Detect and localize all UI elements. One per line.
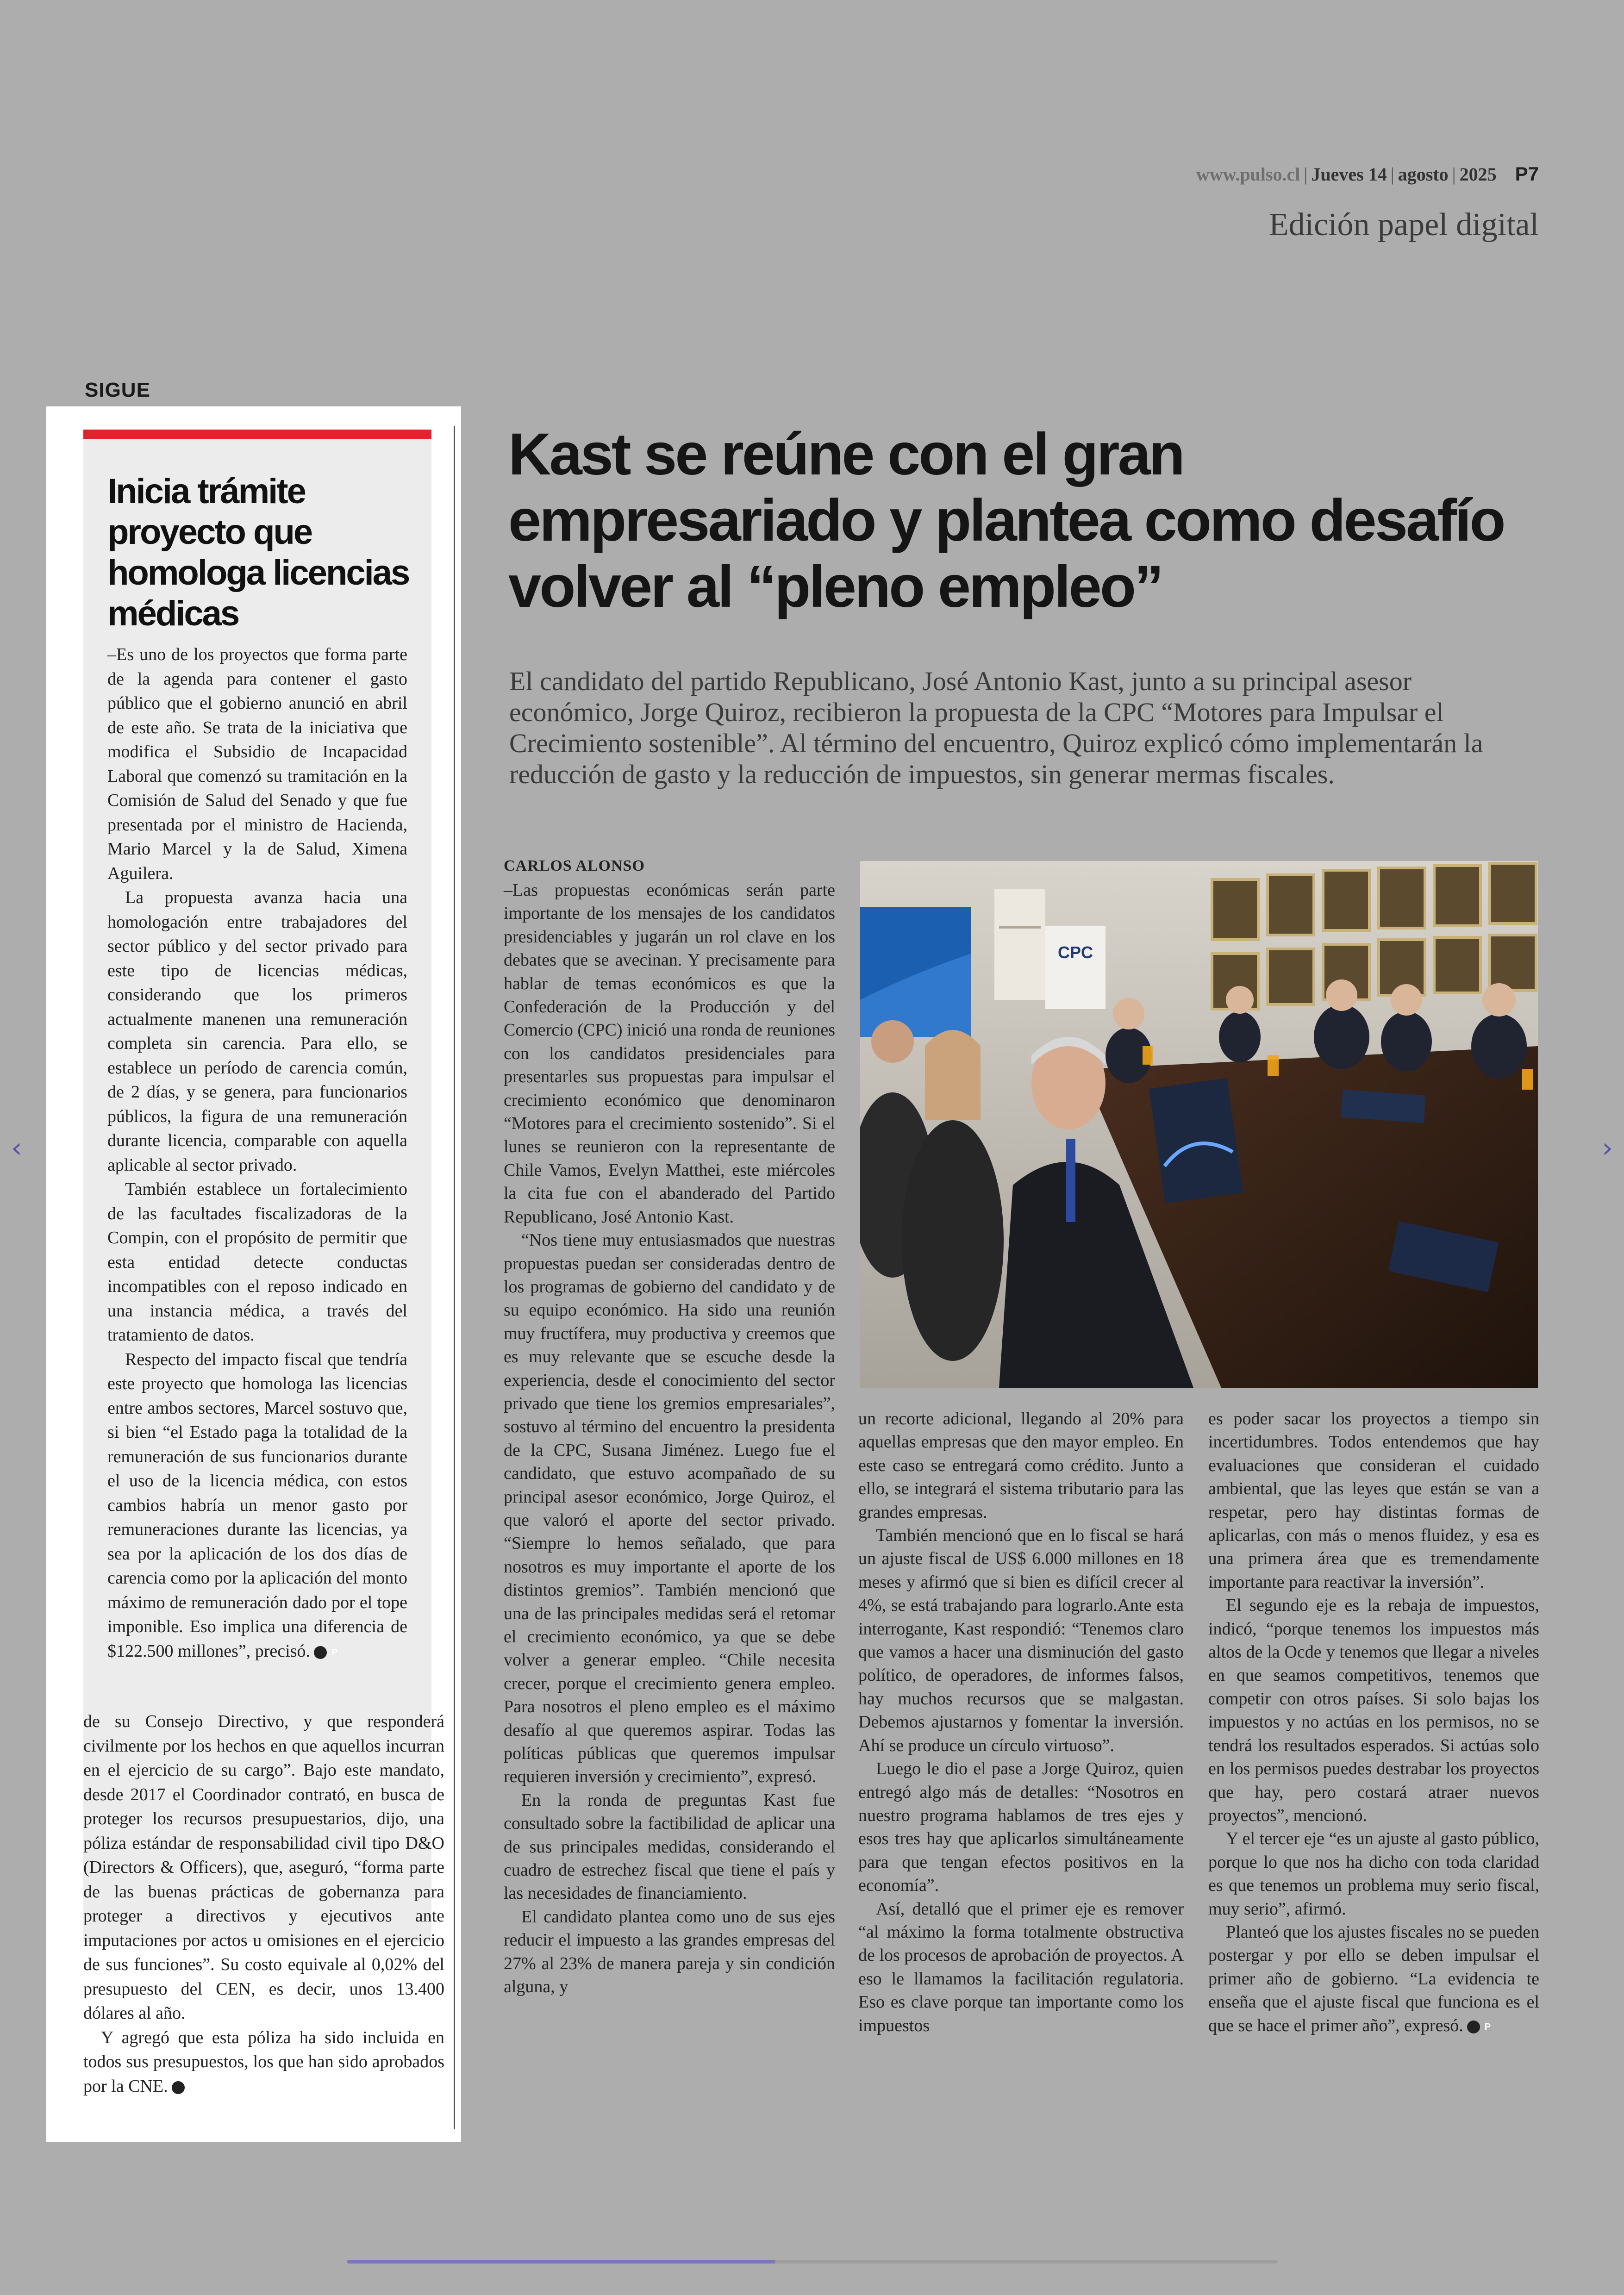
article-photo: [860, 861, 1538, 1388]
chevron-left-icon: ‹: [11, 1132, 22, 1164]
article-paragraph: un recorte adicional, llegando al 20% para aquellas empresas que den mayor empleo. En este caso se entregará como crédito. Junto a ello, se integrará el sistema tributario para las grandes empresas.: [858, 1409, 1184, 1522]
end-mark-icon: P: [314, 1646, 327, 1659]
article-byline: CARLOS ALONSO: [504, 857, 645, 874]
article-paragraph: También mencionó que en lo fiscal se hará un ajuste fiscal de US$ 6.000 millones en 18 meses y afirmó que si bien es difícil crecer al 4%, se está trabajando para lograrlo.Ante esta interrogante, Kast respondió: “Tenemos claro que vamos a hacer una disminución del gasto político, de operadores, de informes falsos, hay muchos recursos que se malgastan. Debemos ajustarnos y fomentar la inversión. Ahí se produce un círculo virtuoso”.: [858, 1526, 1184, 1755]
article-headline: Kast se reúne con el gran empresariado y plantea como desafío volver al “pleno empleo”: [508, 421, 1504, 620]
article-paragraph: El candidato plantea como uno de sus ejes reducir el impuesto a las grandes empresas del 27% al 23% de manera pareja y sin condición alguna, y: [504, 1907, 835, 1997]
article-lede: El candidato del partido Republicano, José Antonio Kast, junto a su principal asesor económico, Jorge Quiroz, recibieron la propuesta de la CPC “Motores para Impulsar el Crecimiento sostenible”. Al término del encuentro, Quiroz explicó cómo implementarán la reducción de gasto y la reducción de impuestos, sin generar mermas fiscales.: [509, 666, 1483, 789]
article-paragraph: –Las propuestas económicas serán parte importante de los mensajes de los candidatos presidenciables y jugarán un rol clave en los debates que se avecinan. Y precisamente para hablar de temas económicos es que la Confederación de la Producción y del Comercio (CPC) inició una ronda de reuniones con los candidatos presidenciales para presentarles sus propuestas para impulsar el crecimiento económico que denominaron “Motores para el crecimiento sostenido”. Si el lunes se reunieron con la representante de Chile Vamos, Evelyn Matthei, este miércoles la cita fue con el abanderado del Partido Republicano, José Antonio Kast.: [504, 880, 835, 1227]
article-paragraph: es poder sacar los proyectos a tiempo sin incertidumbres. Todos entendemos que hay evaluaciones que consideran el cuidado ambiental, que las leyes que están se van a respetar, pero hay distintas formas de aplicarlas, con más o menos fluidez, y esa es una primera área que es tremendamente importante para reactivar la inversión”.: [1208, 1409, 1539, 1592]
article-paragraph: El segundo eje es la rebaja de impuestos, indicó, “porque tenemos los impuestos más altos de la Ocde y tenemos que llegar a niveles en que seamos competitivos, tenemos que competir con otros países. Si solo bajas los impuestos y no actúas en los permisos, no se tendrá los resultados esperados. Si actúas solo en los permisos puedes destrabar los proyectos que hay, pero costará atraer nuevos proyectos”, mencionó.: [1208, 1596, 1539, 1825]
sidebar-paragraph: También establece un fortalecimiento de las facultades fiscalizadoras de la Compin, con el propósito de permitir que esta entidad detecte conductas incompatibles con el reposo indicado en una instancia médica, a través del tratamiento de datos.: [107, 1179, 407, 1345]
continued-paragraph-text: Y agregó que esta póliza ha sido incluida en todos sus presupuestos, los que han sido aprobados por la CNE.: [83, 2027, 444, 2096]
header-month: agosto: [1398, 164, 1449, 185]
page-number: P7: [1515, 163, 1539, 185]
meeting-photo-illustration: [860, 861, 1538, 1388]
page-progress-fill: [347, 2260, 775, 2264]
sidebar-box: [46, 406, 461, 2142]
continued-paragraph: [83, 2026, 444, 2099]
page-header: www.pulso.cl | Jueves 14 | agosto | 2025 P7: [1196, 163, 1539, 185]
sidebar-paragraph: [107, 1347, 407, 1664]
edition-label: Edición papel digital: [1268, 207, 1539, 243]
section-label: SIGUE: [85, 379, 150, 401]
end-mark-icon: P: [172, 2081, 185, 2094]
continued-paragraph: de su Consejo Directivo, y que responderá civilmente por los hechos en que aquellos incurran en el ejercicio de su cargo”. Bajo este mandato, desde 2017 el Coordinador contrató, en busca de proteger los recursos presupuestarios, dijo, una póliza estándar de responsabilidad civil tipo D&O (Directors & Officers), que, aseguró, “forma parte de las buenas prácticas de gobernanza para proteger a directivos y ejecutivos ante imputaciones por actos u omisiones en el ejercicio de sus funciones”. Su costo equivale al 0,02% del presupuesto del CEN, es decir, unos 13.400 dólares al año.: [83, 1712, 444, 2023]
sidebar-paragraph-text: Respecto del impacto fiscal que tendría este proyecto que homologa las licencias entre ambos sectores, Marcel sostuvo que, si bien “el Estado paga la totalidad de la remuneración de sus funcionarios durante el uso de la licencia médica, con estos cambios habría un menor gasto por remuneraciones durante las licencias, ya sea por la aplicación de los dos días de carencia como por la aplicación del monto máximo de remuneración dado por el tope imponible. Eso implica una diferencia de $122.500 millones”, precisó.: [107, 1349, 407, 1661]
article-paragraph: En la ronda de preguntas Kast fue consultado sobre la factibilidad de aplicar una de sus principales medidas, considerando el cuadro de estrechez fiscal que tiene el país y las necesidades de financiamiento.: [504, 1790, 835, 1903]
article-paragraph: “Nos tiene muy entusiasmados que nuestras propuestas puedan ser consideradas dentro de los programas de gobierno del candidato y de su equipo económico. Ha sido una reunión muy fructífera, muy productiva y creemos que es muy relevante que se escuche desde la experiencia, desde el conocimiento del sector privado que tiene los gremios empresariales”, sostuvo al término del encuentro la presidenta de la CPC, Susana Jiménez. Luego fue el candidato, que estuvo acompañado de su principal asesor económico, Jorge Quiroz, el que valoró el aporte del sector privado. “Siempre lo hemos señalado, que para nosotros es muy importante el aporte de los distintos gremios”. También mencionó que una de las principales medidas será el retomar el crecimiento económico, ya que se debe volver a generar empleo. “Chile necesita crecer, porque el crecimiento genera empleo. Para nosotros el pleno empleo es el máximo desafío al que queremos aspirar. Todas las políticas públicas que queremos impulsar requieren inversión y crecimiento”, expresó.: [504, 1230, 835, 1787]
next-page-button[interactable]: [1593, 1129, 1621, 1166]
article-paragraph: Y el tercer eje “es un ajuste al gasto público, porque lo que nos ha dicho con toda claridad es que tenemos un problema muy serio fiscal, muy serio”, afirmó.: [1208, 1829, 1539, 1919]
article-paragraph-text: Planteó que los ajustes fiscales no se pueden postergar y por ello se deben impulsar el primer año de gobierno. “La evidencia te enseña que el ajuste fiscal que funciona es el que se hace el primer año”, expresó.: [1208, 1922, 1539, 2035]
sidebar-paragraph: –Es uno de los proyectos que forma parte de la agenda para contener el gasto público que el gobierno anunció en abril de este año. Se trata de la iniciativa que modifica el Subsidio de Incapacidad Laboral que comenzó su tramitación en la Comisión de Salud del Senado y que fue presentada por el ministro de Hacienda, Mario Marcel y la de Salud, Ximena Aguilera.: [107, 645, 407, 883]
article-column-1: [504, 879, 835, 1999]
continued-story: [83, 1709, 444, 2098]
prev-page-button[interactable]: [3, 1129, 31, 1166]
sidebar-title: Inicia trámite proyecto que homologa licencias médicas: [107, 472, 409, 633]
header-year: 2025: [1459, 164, 1497, 185]
photo-logo-text: CPC: [1057, 943, 1093, 962]
article-column-2: [858, 1407, 1184, 2037]
article-column-3: [1208, 1407, 1539, 2037]
sidebar-accent-bar: [83, 430, 431, 439]
sidebar-body: [107, 642, 407, 1663]
column-divider: [454, 426, 455, 2129]
header-day: Jueves 14: [1311, 164, 1387, 185]
article-paragraph: Así, detalló que el primer eje es remover “al máximo la forma totalmente obstructiva de los procesos de aprobación de proyectos. A eso le llamamos la facilitación regulatoria. Eso es clave porque tan importante como los impuestos: [858, 1899, 1184, 2035]
article-paragraph: Luego le dio el pase a Jorge Quiroz, quien entregó algo más de detalles: “Nosotros en nuestro programa hablamos de tres ejes y esos tres hay que aplicarlos simultáneamente para que tengan efectos positivos en la economía”.: [858, 1759, 1184, 1896]
page-progress-bar[interactable]: [347, 2260, 1278, 2264]
chevron-right-icon: ›: [1602, 1132, 1613, 1164]
end-mark-icon: P: [1467, 2021, 1480, 2033]
site-url: www.pulso.cl: [1196, 164, 1300, 185]
sidebar-paragraph: La propuesta avanza hacia una homologación entre trabajadores del sector público y del sector privado para este tipo de licencias médicas, considerando que los primeros actualmente manenen una remuneración completa sin carencia. Para ello, se establece un período de carencia común, de 2 días, y se genera, para funcionarios públicos, la figura de una remuneración durante licencia, comparable con aquella aplicable al sector privado.: [107, 888, 407, 1175]
article-paragraph: [1208, 1921, 1539, 2037]
